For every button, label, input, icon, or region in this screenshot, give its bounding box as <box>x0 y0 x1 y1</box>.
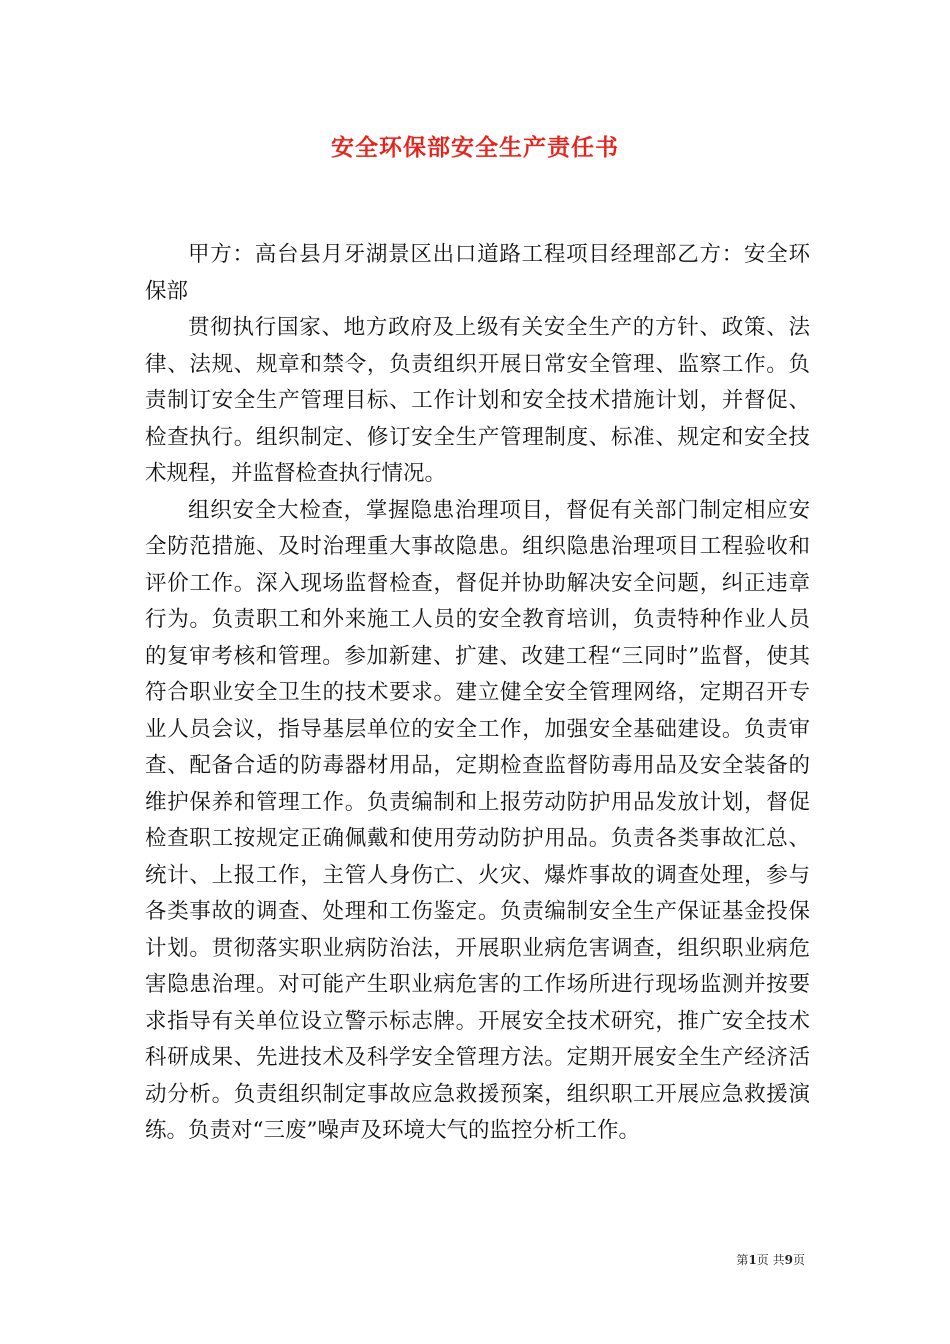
parties-paragraph: 甲方：高台县月牙湖景区出口道路工程项目经理部乙方：安全环保部 <box>145 242 810 304</box>
page-number-footer <box>736 1252 805 1268</box>
page-label-suffix: 页 <box>792 1253 805 1267</box>
responsibility-paragraph-2: 组织安全大检查，掌握隐患治理项目，督促有关部门制定相应安全防范措施、及时治理重大事故隐患。组织隐患治理项目工程验收和评价工作。深入现场监督检查，督促并协助解决安全问题，纠正违章行为。负责职工和外来施工人员的安全教育培训，负责特种作业人员的复审考核和管理。参加新建、扩建、改建工程“三同时”监督，使其符合职业安全卫生的技术要求。建立健全安全管理网络，定期召开专业人员会议，指导基层单位的安全工作，加强安全基础建设。负责审查、配备合适的防毒器材用品，定期检查监督防毒用品及安全装备的维护保养和管理工作。负责编制和上报劳动防护用品发放计划，督促检查职工按规定正确佩戴和使用劳动防护用品。负责各类事故汇总、统计、上报工作，主管人身伤亡、火灾、爆炸事故的调查处理，参与各类事故的调查、处理和工伤鉴定。负责编制安全生产保证基金投保计划。贯彻落实职业病防治法，开展职业病危害调查，组织职业病危害隐患治理。对可能产生职业病危害的工作场所进行现场监测并按要求指导有关单位设立警示标志牌。开展安全技术研究，推广安全技术科研成果、先进技术及科学安全管理方法。定期开展安全生产经济活动分析。负责组织制定事故应急救援预案，组织职工开展应急救援演练。负责对“三废”噪声及环境大气的监控分析工作。 <box>145 497 810 1143</box>
page-label-middle: 页 共 <box>756 1253 785 1267</box>
document-title: 安全环保部安全生产责任书 <box>331 134 619 161</box>
responsibility-paragraph-1: 贯彻执行国家、地方政府及上级有关安全生产的方针、政策、法律、法规、规章和禁令，负责组织开展日常安全管理、监察工作。负责制订安全生产管理目标、工作计划和安全技术措施计划，并督促、检查执行。组织制定、修订安全生产管理制度、标准、规定和安全技术规程，并监督检查执行情况。 <box>145 315 810 486</box>
page-label-prefix: 第 <box>736 1253 749 1267</box>
document-body <box>145 237 810 1150</box>
total-page-number: 9 <box>784 1253 793 1267</box>
current-page-number: 1 <box>748 1253 757 1267</box>
